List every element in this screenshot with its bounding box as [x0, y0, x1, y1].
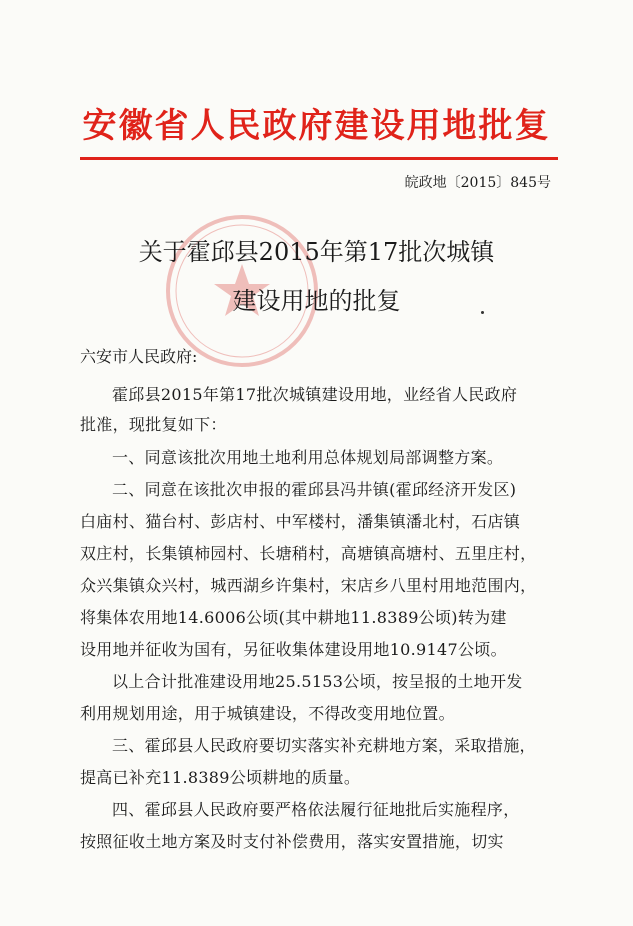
body-line: 提高已补充11.8389公顷耕地的质量。 — [80, 768, 361, 787]
body-line: 利用规划用途，用于城镇建设，不得改变用地位置。 — [80, 704, 455, 723]
body-line: 以上合计批准建设用地25.5153公顷，按呈报的土地开发 — [112, 672, 523, 691]
body-line: 三、霍邱县人民政府要切实落实补充耕地方案，采取措施， — [112, 736, 536, 755]
body-line: 众兴集镇众兴村，城西湖乡许集村，宋店乡八里村用地范围内， — [80, 576, 537, 595]
issuer-header: 安徽省人民政府建设用地批复 — [82, 106, 551, 146]
body-line: 霍邱县2015年第17批次城镇建设用地，业经省人民政府 — [112, 385, 518, 404]
header-red-rule — [80, 157, 558, 160]
body-line: 设用地并征收为国有，另征收集体建设用地10.9147公顷。 — [80, 640, 507, 659]
recipient: 六安市人民政府: — [80, 347, 198, 366]
body-line: 四、霍邱县人民政府要严格依法履行征地批后实施程序， — [112, 800, 520, 819]
body-line: 批准，现批复如下： — [80, 415, 227, 434]
body-line: 按照征收土地方案及时支付补偿费用，落实安置措施，切实 — [80, 832, 504, 851]
document-number: 皖政地〔2015〕845号 — [404, 175, 551, 191]
body-line: 双庄村，长集镇柿园村、长塘稍村，高塘镇高塘村、五里庄村， — [80, 544, 537, 563]
body-line: 将集体农用地14.6006公顷(其中耕地11.8389公顷)转为建 — [80, 608, 507, 627]
stray-mark — [481, 311, 484, 314]
body-line: 白庙村、猫台村、彭店村、中军楼村，潘集镇潘北村，石店镇 — [80, 512, 521, 531]
document-title-line-2: 建设用地的批复 — [232, 287, 401, 315]
body-line: 一、同意该批次用地土地利用总体规划局部调整方案。 — [112, 448, 504, 467]
document-title-line-1: 关于霍邱县2015年第17批次城镇 — [138, 238, 495, 266]
body-line: 二、同意在该批次申报的霍邱县冯井镇(霍邱经济开发区) — [112, 480, 517, 499]
